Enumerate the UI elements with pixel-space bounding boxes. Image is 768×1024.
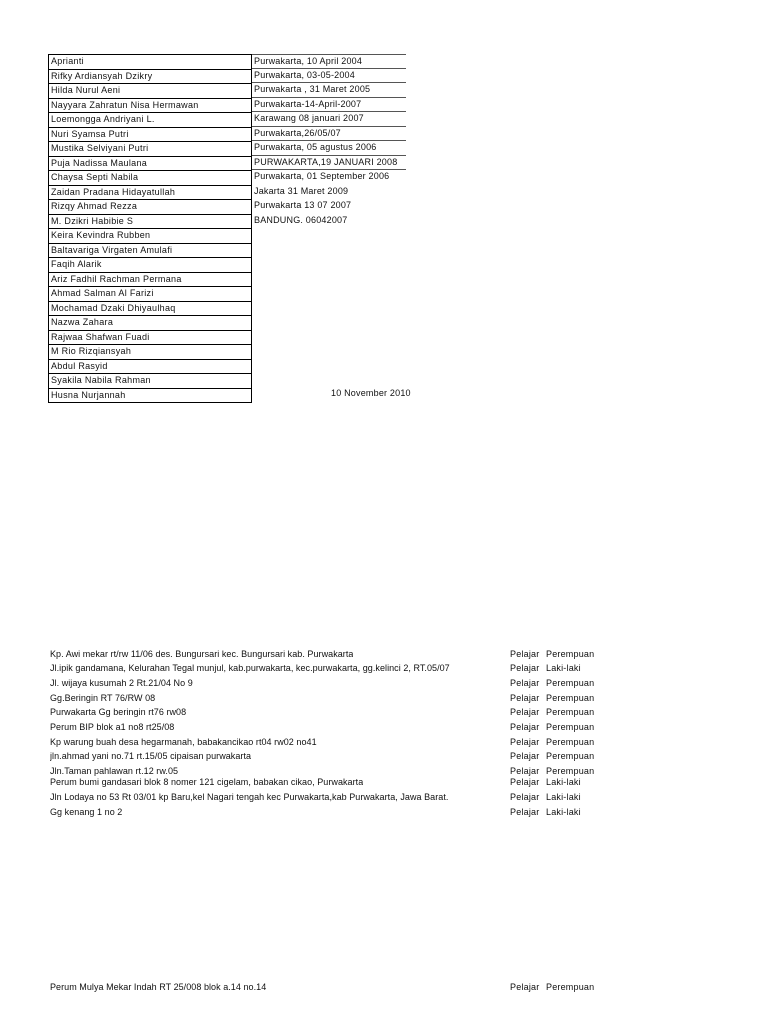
student-name: Mochamad Dzaki Dhiyaulhaq <box>48 301 252 316</box>
address-row <box>0 736 768 748</box>
gender: Perempuan <box>546 693 595 703</box>
student-name: Ahmad Salman Al Farizi <box>48 286 252 301</box>
address-text: Perum BIP blok a1 no8 rt25/08 <box>50 722 175 732</box>
address-text: Jl.ipik gandamana, Kelurahan Tegal munjul, kab.purwakarta, kec.purwakarta, gg.kelinci 2, RT.05/07 <box>50 663 450 673</box>
gender: Perempuan <box>546 766 595 776</box>
gender: Perempuan <box>546 722 595 732</box>
signature-date: 10 November 2010 <box>331 388 411 398</box>
address-row <box>0 677 768 689</box>
occupation-status: Pelajar <box>510 707 540 717</box>
student-name: Nazwa Zahara <box>48 315 252 330</box>
gender: Perempuan <box>546 678 595 688</box>
gender: Perempuan <box>546 707 595 717</box>
table-row <box>48 257 408 272</box>
student-name: Hilda Nurul Aeni <box>48 83 252 98</box>
student-name: Loemongga Andriyani L. <box>48 112 252 127</box>
occupation-status: Pelajar <box>510 807 540 817</box>
table-row <box>48 156 408 171</box>
occupation-status: Pelajar <box>510 737 540 747</box>
student-name: Ariz Fadhil Rachman Permana <box>48 272 252 287</box>
student-name: Syakila Nabila Rahman <box>48 373 252 388</box>
table-row <box>48 214 408 229</box>
gender: Laki-laki <box>546 663 581 673</box>
student-name: Baltavariga Virgaten Amulafi <box>48 243 252 258</box>
occupation-status: Pelajar <box>510 722 540 732</box>
gender: Laki-laki <box>546 807 581 817</box>
gender: Laki-laki <box>546 792 581 802</box>
address-row <box>0 706 768 718</box>
table-row <box>48 228 408 243</box>
table-row <box>48 286 408 301</box>
address-text: Gg.Beringin RT 76/RW 08 <box>50 693 156 703</box>
address-row <box>0 791 768 803</box>
table-row <box>48 301 408 316</box>
address-row <box>0 692 768 704</box>
table-row <box>48 98 408 113</box>
student-name: Rifky Ardiansyah Dzikry <box>48 69 252 84</box>
student-name: Nuri Syamsa Putri <box>48 127 252 142</box>
birth-place-date: Purwakarta,26/05/07 <box>252 127 406 142</box>
birth-place-date: Karawang 08 januari 2007 <box>252 112 406 127</box>
table-row <box>48 83 408 98</box>
student-name: M. Dzikri Habibie S <box>48 214 252 229</box>
table-row <box>48 359 408 374</box>
gender: Perempuan <box>546 649 595 659</box>
address-text: Jl. wijaya kusumah 2 Rt.21/04 No 9 <box>50 678 193 688</box>
occupation-status: Pelajar <box>510 678 540 688</box>
occupation-status: Pelajar <box>510 766 540 776</box>
gender: Perempuan <box>546 982 595 992</box>
student-name: Rizqy Ahmad Rezza <box>48 199 252 214</box>
student-name: Keira Kevindra Rubben <box>48 228 252 243</box>
birth-place-date: Purwakarta, 05 agustus 2006 <box>252 141 406 156</box>
student-name: Abdul Rasyid <box>48 359 252 374</box>
table-row <box>48 69 408 84</box>
table-row <box>48 344 408 359</box>
table-row <box>48 315 408 330</box>
student-name: Aprianti <box>48 54 252 69</box>
address-row <box>0 776 768 788</box>
birth-place-date: Purwakarta , 31 Maret 2005 <box>252 83 406 98</box>
birth-place-date: Purwakarta, 03-05-2004 <box>252 69 406 84</box>
student-name: Mustika Selviyani Putri <box>48 141 252 156</box>
table-row <box>48 141 408 156</box>
occupation-status: Pelajar <box>510 751 540 761</box>
table-row <box>48 199 408 214</box>
gender: Perempuan <box>546 751 595 761</box>
table-row <box>48 127 408 142</box>
occupation-status: Pelajar <box>510 982 540 992</box>
birth-place-date: PURWAKARTA,19 JANUARI 2008 <box>252 156 406 171</box>
birth-place-date: Purwakarta 13 07 2007 <box>254 200 352 210</box>
occupation-status: Pelajar <box>510 649 540 659</box>
student-name: Nayyara Zahratun Nisa Hermawan <box>48 98 252 113</box>
address-row <box>0 806 768 818</box>
student-name: M Rio Rizqiansyah <box>48 344 252 359</box>
address-text: Perum bumi gandasari blok 8 nomer 121 cigelam, babakan cikao, Purwakarta <box>50 777 364 787</box>
student-name: Puja Nadissa Maulana <box>48 156 252 171</box>
student-name: Faqih Alarik <box>48 257 252 272</box>
address-row <box>0 981 768 993</box>
address-text: Gg kenang 1 no 2 <box>50 807 123 817</box>
address-text: Perum Mulya Mekar Indah RT 25/008 blok a.14 no.14 <box>50 982 267 992</box>
address-text: Kp warung buah desa hegarmanah, babakancikao rt04 rw02 no41 <box>50 737 317 747</box>
birth-place-date: Purwakarta, 10 April 2004 <box>252 54 406 69</box>
table-row <box>48 54 408 69</box>
student-name: Rajwaa Shafwan Fuadi <box>48 330 252 345</box>
occupation-status: Pelajar <box>510 693 540 703</box>
table-row <box>48 243 408 258</box>
address-text: jln.ahmad yani no.71 rt.15/05 cipaisan purwakarta <box>50 751 252 761</box>
table-row <box>48 185 408 200</box>
birth-place-date: BANDUNG. 06042007 <box>254 214 348 225</box>
occupation-status: Pelajar <box>510 792 540 802</box>
address-row <box>0 721 768 733</box>
address-row <box>0 750 768 762</box>
table-row <box>48 373 408 388</box>
table-row <box>48 330 408 345</box>
address-text: Jln.Taman pahlawan rt.12 rw.05 <box>50 766 179 776</box>
student-name: Zaidan Pradana Hidayatullah <box>48 185 252 200</box>
birth-place-date: Jakarta 31 Maret 2009 <box>254 185 349 196</box>
gender: Perempuan <box>546 737 595 747</box>
table-row <box>48 112 408 127</box>
table-row <box>48 272 408 287</box>
occupation-status: Pelajar <box>510 777 540 787</box>
address-text: Purwakarta Gg beringin rt76 rw08 <box>50 707 187 717</box>
birth-place-date: Purwakarta, 01 September 2006 <box>254 171 390 181</box>
address-text: Jln Lodaya no 53 Rt 03/01 kp Baru,kel Nagari tengah kec Purwakarta,kab Purwakarta, Jawa Barat. <box>50 792 449 802</box>
occupation-status: Pelajar <box>510 663 540 673</box>
student-name: Husna Nurjannah <box>48 388 252 404</box>
student-name: Chaysa Septi Nabila <box>48 170 252 185</box>
address-row <box>0 662 768 674</box>
table-row <box>48 170 408 185</box>
student-roster-table <box>48 54 408 403</box>
address-row <box>0 648 768 660</box>
gender: Laki-laki <box>546 777 581 787</box>
address-text: Kp. Awi mekar rt/rw 11/06 des. Bungursari kec. Bungursari kab. Purwakarta <box>50 649 354 659</box>
birth-place-date: Purwakarta-14-April-2007 <box>252 98 406 113</box>
